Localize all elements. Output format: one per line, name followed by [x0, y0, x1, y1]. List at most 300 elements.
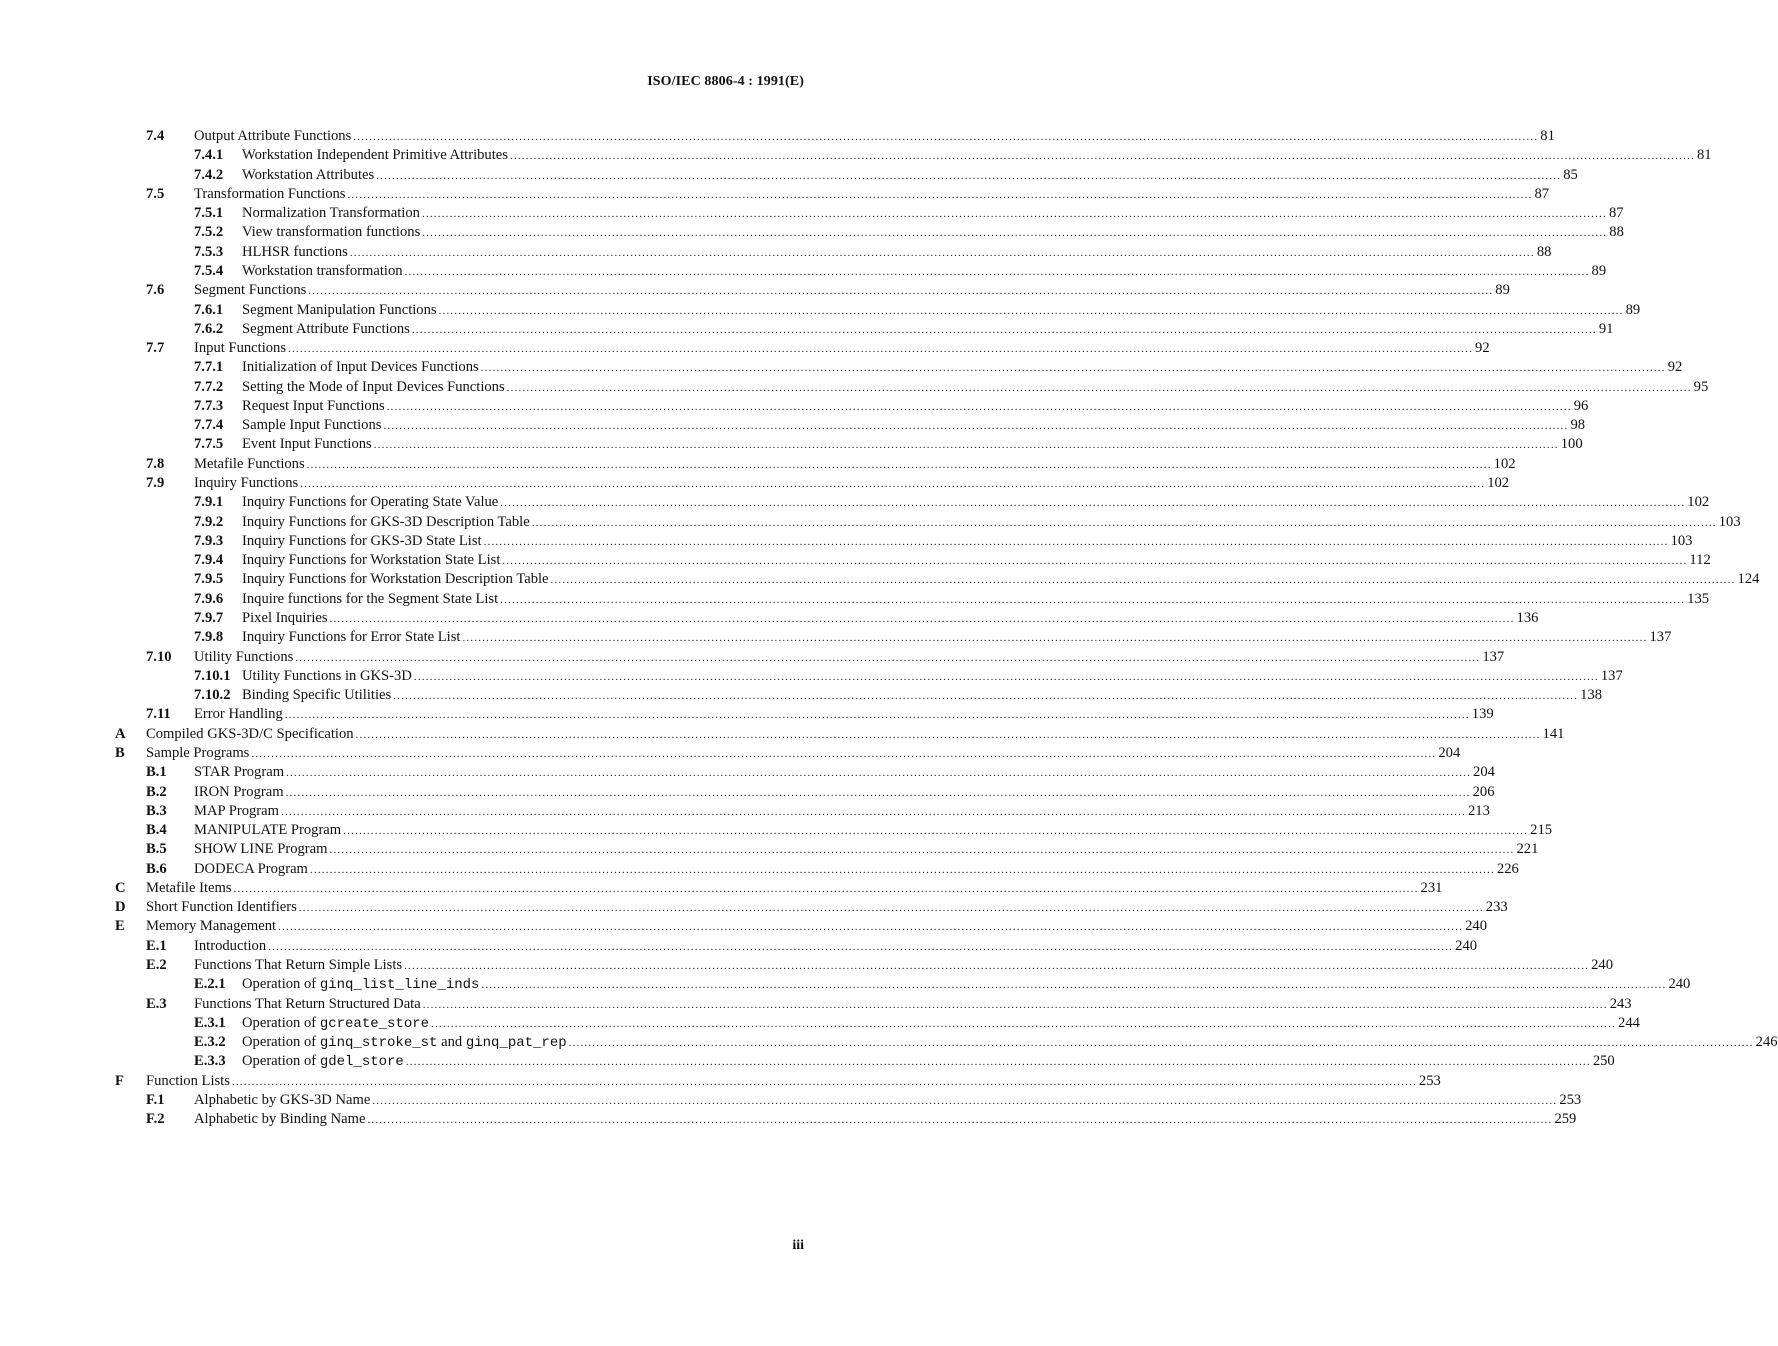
toc-entry-title	[194, 801, 281, 821]
toc-entry-title	[242, 145, 510, 165]
toc-entry[interactable]	[0, 762, 1495, 782]
toc-entry[interactable]	[0, 338, 1490, 358]
toc-entry-title	[242, 1013, 431, 1034]
toc-entry-title	[146, 1071, 232, 1091]
toc-entry-title	[194, 936, 268, 956]
title-text: Event Input Functions	[242, 436, 372, 453]
toc-entry-page: 102	[1687, 494, 1710, 511]
toc-entry[interactable]	[0, 454, 1516, 474]
toc-entry-page: 240	[1455, 937, 1478, 954]
toc-entry-page: 136	[1516, 610, 1539, 626]
dot-leader: ............................................................................................................................................................................................................................................................................................................	[373, 439, 1559, 452]
dot-leader: ............................................................................................................................................................................................................................................................................................................	[231, 1075, 1417, 1088]
toc-entry-page: 137	[1482, 648, 1505, 665]
dot-leader: ............................................................................................................................................................................................................................................................................................................	[386, 400, 1572, 413]
toc-entry-title	[242, 165, 376, 185]
toc-entry-number: 7.6.2	[194, 320, 224, 337]
toc-entry-number: E.3.1	[194, 1014, 226, 1031]
toc-entry-title	[146, 878, 234, 898]
toc-entry-title	[242, 203, 422, 223]
title-text: Functions That Return Structured Data	[194, 995, 421, 1012]
toc-entry-page: 92	[1475, 340, 1490, 357]
toc-entry[interactable]	[0, 916, 1487, 936]
toc-entry-title	[242, 569, 551, 589]
toc-entry[interactable]	[0, 280, 1510, 300]
title-text: HLHSR functions	[242, 243, 348, 260]
toc-entry-page: 206	[1472, 783, 1495, 800]
toc-entry-number: F.2	[146, 1111, 165, 1128]
toc-entry-number: C	[115, 879, 126, 896]
dot-leader: ............................................................................................................................................................................................................................................................................................................	[531, 516, 1717, 529]
toc-entry-number: 7.9.5	[194, 571, 224, 588]
toc-entry-number: 7.10.1	[194, 667, 231, 684]
dot-leader: ............................................................................................................................................................................................................................................................................................................	[383, 420, 1569, 433]
toc-entry[interactable]	[0, 473, 1510, 493]
title-text: Inquiry Functions for Error State List	[242, 629, 461, 646]
dot-leader: ............................................................................................................................................................................................................................................................................................................	[483, 535, 1669, 548]
dot-leader: ............................................................................................................................................................................................................................................................................................................	[506, 381, 1692, 394]
dot-leader: ............................................................................................................................................................................................................................................................................................................	[422, 227, 1608, 240]
toc-entry-page: 240	[1668, 976, 1691, 993]
toc-entry-number: 7.7.1	[194, 359, 224, 376]
toc-entry[interactable]	[0, 550, 1711, 570]
toc-entry-title	[242, 415, 383, 435]
toc-entry-page: 137	[1600, 667, 1623, 684]
toc-entry-title	[242, 319, 412, 339]
toc-entry-number: F.1	[146, 1092, 165, 1108]
dot-leader: ............................................................................................................................................................................................................................................................................................................	[281, 805, 1466, 818]
toc-entry-page: 92	[1667, 359, 1683, 376]
dot-leader: ............................................................................................................................................................................................................................................................................................................	[404, 960, 1590, 973]
toc-entry[interactable]	[0, 531, 1693, 551]
toc-entry-page: 89	[1495, 282, 1510, 299]
dot-leader: ............................................................................................................................................................................................................................................................................................................	[284, 709, 1470, 722]
toc-entry-number: 7.7.5	[194, 436, 224, 453]
code-identifier: ginq_pat_rep	[465, 1035, 567, 1052]
dot-leader: ............................................................................................................................................................................................................................................................................................................	[404, 265, 1590, 278]
toc-entry-number: B.6	[146, 860, 167, 877]
dot-leader: ............................................................................................................................................................................................................................................................................................................	[286, 767, 1472, 780]
toc-entry[interactable]	[0, 512, 1741, 532]
title-text: Introduction	[194, 937, 267, 954]
dot-leader: ............................................................................................................................................................................................................................................................................................................	[349, 246, 1535, 259]
title-text: SHOW LINE Program	[194, 841, 328, 858]
title-text: Transformation Functions	[194, 185, 346, 202]
title-text: Metafile Functions	[194, 455, 305, 472]
toc-entry[interactable]	[0, 1051, 1615, 1071]
dot-leader: ............................................................................................................................................................................................................................................................................................................	[309, 863, 1495, 876]
dot-leader: ............................................................................................................................................................................................................................................................................................................	[308, 285, 1494, 298]
code-identifier: ginq_list_line_inds	[319, 977, 480, 994]
toc-entry-title	[194, 184, 347, 204]
title-text: and	[437, 1034, 466, 1051]
page-number: iii	[792, 1238, 804, 1253]
title-text: Utility Functions	[194, 648, 294, 665]
toc-entry-page: 87	[1534, 185, 1550, 202]
toc-entry[interactable]	[0, 685, 1603, 705]
toc-entry-title	[242, 492, 500, 512]
title-text: Segment Manipulation Functions	[242, 301, 437, 318]
toc-entry-page: 81	[1540, 128, 1555, 144]
toc-entry[interactable]	[0, 839, 1539, 859]
toc-entry[interactable]	[0, 145, 1712, 165]
toc-entry-page: 89	[1625, 301, 1641, 318]
toc-entry-page: 135	[1687, 590, 1710, 607]
toc-entry-number: 7.7.4	[194, 417, 224, 434]
toc-entry-title	[242, 261, 405, 281]
toc-entry-title	[242, 974, 481, 995]
toc-entry[interactable]	[0, 1071, 1441, 1091]
title-text: View transformation functions	[242, 224, 421, 241]
toc-entry[interactable]	[0, 878, 1443, 898]
title-text: Inquiry Functions for GKS-3D State List	[242, 532, 482, 549]
toc-entry[interactable]	[0, 319, 1614, 339]
dot-leader: ............................................................................................................................................................................................................................................................................................................	[438, 304, 1624, 317]
toc-entry-page: 204	[1473, 764, 1495, 781]
toc-entry-page: 204	[1438, 744, 1461, 761]
title-text: Input Functions	[194, 340, 287, 357]
dot-leader: ............................................................................................................................................................................................................................................................................................................	[367, 1114, 1553, 1127]
dot-leader: ............................................................................................................................................................................................................................................................................................................	[306, 458, 1492, 471]
toc-entry[interactable]	[0, 974, 1691, 994]
toc-entry-title	[242, 222, 422, 242]
dot-leader: ............................................................................................................................................................................................................................................................................................................	[251, 747, 1437, 760]
toc-entry-number: 7.5.3	[194, 243, 224, 260]
title-text: IRON Program	[194, 783, 284, 800]
toc-entry-title	[242, 1051, 406, 1072]
toc-entry-number: B.1	[146, 764, 167, 781]
toc-entry[interactable]	[0, 724, 1565, 744]
toc-entry-page: 103	[1718, 513, 1741, 530]
toc-entry-number: E.1	[146, 937, 167, 954]
toc-entry-number: E.3.3	[194, 1053, 226, 1070]
dot-leader: ............................................................................................................................................................................................................................................................................................................	[509, 150, 1695, 163]
toc-entry-number: 7.5.2	[194, 224, 224, 241]
toc-entry-page: 233	[1485, 899, 1508, 916]
toc-entry-title	[242, 434, 374, 454]
toc-entry-number: B.5	[146, 841, 167, 858]
toc-entry-title	[146, 724, 356, 744]
toc-entry-page: 141	[1542, 725, 1565, 742]
dot-leader: ............................................................................................................................................................................................................................................................................................................	[568, 1037, 1754, 1050]
dot-leader: ............................................................................................................................................................................................................................................................................................................	[481, 979, 1667, 992]
toc-entry-title	[194, 839, 330, 859]
toc-entry-page: 102	[1493, 455, 1516, 472]
title-text: Functions That Return Simple Lists	[194, 957, 403, 974]
toc-entry-page: 253	[1559, 1092, 1582, 1108]
toc-entry-number: 7.9.7	[194, 610, 224, 626]
toc-entry-number: 7.5.1	[194, 205, 224, 222]
toc-entry-page: 240	[1591, 957, 1613, 974]
toc-entry-number: 7.9	[146, 475, 165, 492]
toc-entry-title	[194, 126, 353, 146]
dot-leader: ............................................................................................................................................................................................................................................................................................................	[431, 1017, 1617, 1030]
toc-entry-title	[242, 685, 393, 705]
dot-leader: ............................................................................................................................................................................................................................................................................................................	[295, 651, 1481, 664]
toc-entry[interactable]	[0, 897, 1508, 917]
toc-entry-page: 250	[1592, 1053, 1615, 1070]
toc-entry-title	[242, 666, 414, 686]
toc-entry[interactable]	[0, 936, 1478, 956]
toc-entry-title	[194, 820, 343, 840]
title-text: Inquiry Functions for GKS-3D Description Table	[242, 513, 530, 530]
toc-entry-title	[194, 704, 285, 724]
toc-entry-title	[194, 955, 404, 975]
title-text: Alphabetic by Binding Name	[194, 1111, 366, 1128]
toc-entry-title	[242, 242, 350, 262]
toc-entry-number: B	[115, 744, 125, 761]
toc-entry[interactable]	[0, 357, 1683, 377]
title-text: Compiled GKS-3D/C Specification	[146, 725, 354, 742]
toc-entry-title	[194, 1090, 372, 1110]
title-text: Operation of	[242, 1053, 320, 1070]
toc-entry-number: 7.9.8	[194, 629, 224, 646]
toc-entry-page: 95	[1693, 378, 1709, 395]
dot-leader: ............................................................................................................................................................................................................................................................................................................	[411, 323, 1597, 336]
dot-leader: ............................................................................................................................................................................................................................................................................................................	[355, 728, 1541, 741]
toc-entry-title	[194, 994, 423, 1014]
title-text: Binding Specific Utilities	[242, 687, 392, 704]
toc-entry-page: 124	[1737, 571, 1760, 588]
toc-entry-title	[146, 916, 278, 936]
toc-entry-number: E.3	[146, 995, 167, 1012]
toc-entry-page: 253	[1418, 1072, 1441, 1089]
dot-leader: ............................................................................................................................................................................................................................................................................................................	[285, 786, 1471, 799]
title-text: Operation of	[242, 1014, 320, 1031]
toc-entry-number: 7.7.3	[194, 397, 224, 414]
title-text: Setting the Mode of Input Devices Functions	[242, 378, 505, 395]
dot-leader: ............................................................................................................................................................................................................................................................................................................	[480, 362, 1666, 375]
toc-entry-number: 7.9.3	[194, 532, 224, 549]
toc-entry-number: 7.7.2	[194, 378, 224, 395]
toc-entry-page: 243	[1609, 995, 1632, 1012]
toc-entry[interactable]	[0, 165, 1578, 185]
toc-entry-page: 139	[1471, 706, 1494, 723]
toc-entry-page: 112	[1689, 552, 1711, 569]
dot-leader: ............................................................................................................................................................................................................................................................................................................	[393, 690, 1579, 703]
toc-entry-number: E.2	[146, 957, 167, 974]
title-text: Segment Attribute Functions	[242, 320, 410, 337]
dot-leader: ............................................................................................................................................................................................................................................................................................................	[347, 188, 1533, 201]
toc-entry[interactable]	[0, 859, 1519, 879]
toc-entry-number: 7.9.6	[194, 590, 224, 607]
toc-entry-number: 7.5	[146, 185, 165, 202]
toc-entry-number: 7.6.1	[194, 301, 224, 318]
dot-leader: ............................................................................................................................................................................................................................................................................................................	[300, 478, 1486, 491]
toc-entry-title	[194, 647, 295, 667]
toc-entry[interactable]	[0, 242, 1552, 262]
toc-entry[interactable]	[0, 820, 1553, 840]
toc-entry-number: B.2	[146, 783, 167, 800]
toc-entry-page: 87	[1608, 205, 1624, 222]
title-text: Inquiry Functions for Workstation Description Table	[242, 571, 549, 588]
toc-entry[interactable]	[0, 589, 1710, 609]
toc-entry-title	[146, 897, 299, 917]
title-text: Pixel Inquiries	[242, 610, 328, 626]
toc-entry-title	[194, 473, 300, 493]
document-header: ISO/IEC 8806-4 : 1991(E)	[647, 74, 804, 89]
toc-entry-number: 7.10.2	[194, 687, 231, 704]
toc-entry-title	[242, 608, 330, 628]
dot-leader: ............................................................................................................................................................................................................................................................................................................	[353, 131, 1539, 143]
title-text: Inquire functions for the Segment State List	[242, 590, 499, 607]
toc-entry[interactable]	[0, 1109, 1577, 1129]
title-text: Workstation Attributes	[242, 166, 375, 183]
dot-leader: ............................................................................................................................................................................................................................................................................................................	[329, 844, 1515, 857]
title-text: Inquiry Functions	[194, 475, 299, 492]
dot-leader: ............................................................................................................................................................................................................................................................................................................	[405, 1056, 1591, 1069]
toc-entry[interactable]	[0, 396, 1589, 416]
toc-entry[interactable]	[0, 492, 1710, 512]
title-text: Sample Programs	[146, 744, 250, 761]
toc-entry[interactable]	[0, 704, 1494, 724]
toc-entry[interactable]	[0, 415, 1586, 435]
toc-entry-number: 7.9.4	[194, 552, 224, 569]
title-text: Memory Management	[146, 918, 277, 935]
toc-entry[interactable]	[0, 801, 1490, 821]
toc-entry-title	[242, 589, 500, 609]
toc-entry[interactable]	[0, 994, 1632, 1014]
toc-entry-number: 7.9.2	[194, 513, 224, 530]
toc-entry-title	[242, 357, 481, 377]
title-text: Initialization of Input Devices Functions	[242, 359, 479, 376]
toc-entry-page: 81	[1696, 147, 1712, 164]
toc-entry-page: 240	[1465, 918, 1487, 935]
toc-entry-title	[242, 627, 462, 647]
dot-leader: ............................................................................................................................................................................................................................................................................................................	[278, 921, 1464, 934]
toc-entry-page: 137	[1649, 629, 1672, 646]
toc-entry[interactable]	[0, 743, 1461, 763]
toc-entry[interactable]	[0, 184, 1550, 204]
toc-entry-page: 102	[1487, 475, 1510, 492]
toc-entry-title	[242, 550, 502, 570]
toc-entry-number: 7.8	[146, 455, 165, 472]
toc-entry-title	[242, 377, 507, 397]
toc-entry-page: 138	[1580, 687, 1603, 704]
toc-entry-title	[194, 859, 310, 879]
toc-entry-title	[194, 1109, 367, 1129]
dot-leader: ............................................................................................................................................................................................................................................................................................................	[550, 574, 1736, 587]
title-text: Normalization Transformation	[242, 205, 420, 222]
toc-entry[interactable]	[0, 300, 1641, 320]
toc-entry-number: D	[115, 899, 126, 916]
title-text: Inquiry Functions for Workstation State List	[242, 552, 501, 569]
toc-entry[interactable]	[0, 627, 1672, 647]
toc-entry-title	[194, 280, 308, 300]
toc-entry[interactable]	[0, 203, 1624, 223]
toc-entry-number: B.3	[146, 802, 167, 819]
toc-entry[interactable]	[0, 782, 1495, 802]
toc-entry-number: 7.10	[146, 648, 172, 665]
toc-entry[interactable]	[0, 261, 1607, 281]
toc-entry-number: 7.9.1	[194, 494, 224, 511]
title-text: Error Handling	[194, 706, 283, 723]
toc-entry-title	[242, 1032, 569, 1053]
toc-entry-title	[242, 531, 484, 551]
code-identifier: gcreate_store	[319, 1015, 430, 1032]
toc-entry-number: F	[115, 1072, 124, 1089]
toc-entry-title	[242, 512, 532, 532]
dot-leader: ............................................................................................................................................................................................................................................................................................................	[298, 902, 1484, 915]
toc-entry-page: 226	[1496, 860, 1519, 877]
toc-entry[interactable]	[0, 434, 1583, 454]
toc-entry-page: 246	[1755, 1034, 1778, 1051]
title-text: Segment Functions	[194, 282, 307, 299]
toc-entry-number: B.4	[146, 822, 167, 839]
title-text: Workstation transformation	[242, 262, 403, 279]
toc-entry-page: 85	[1563, 166, 1578, 183]
dot-leader: ............................................................................................................................................................................................................................................................................................................	[462, 632, 1648, 645]
dot-leader: ............................................................................................................................................................................................................................................................................................................	[343, 825, 1529, 838]
toc-entry-title	[194, 454, 307, 474]
title-text: MANIPULATE Program	[194, 822, 342, 839]
toc-entry-number: 7.11	[146, 706, 171, 723]
dot-leader: ............................................................................................................................................................................................................................................................................................................	[233, 882, 1419, 895]
toc-entry-title	[194, 762, 286, 782]
dot-leader: ............................................................................................................................................................................................................................................................................................................	[413, 670, 1599, 683]
toc-entry[interactable]	[0, 608, 1539, 628]
toc-entry-page: 88	[1536, 243, 1552, 260]
toc-entry[interactable]	[0, 955, 1613, 975]
toc-entry-page: 88	[1609, 224, 1624, 241]
toc-entry-title	[242, 300, 439, 320]
dot-leader: ............................................................................................................................................................................................................................................................................................................	[268, 940, 1454, 953]
toc-entry[interactable]	[0, 126, 1555, 146]
toc-entry-page: 215	[1530, 822, 1553, 839]
toc-entry-number: E	[115, 918, 125, 935]
toc-entry-page: 244	[1618, 1014, 1640, 1031]
toc-entry-page: 98	[1570, 417, 1586, 434]
title-text: Alphabetic by GKS-3D Name	[194, 1092, 371, 1108]
title-text: Operation of	[242, 976, 320, 993]
title-text: STAR Program	[194, 764, 285, 781]
dot-leader: ............................................................................................................................................................................................................................................................................................................	[329, 613, 1515, 625]
title-text: Operation of	[242, 1034, 320, 1051]
title-text: Function Lists	[146, 1072, 230, 1089]
dot-leader: ............................................................................................................................................................................................................................................................................................................	[376, 169, 1562, 182]
code-identifier: gdel_store	[319, 1054, 404, 1071]
toc-entry[interactable]	[0, 569, 1760, 589]
dot-leader: ............................................................................................................................................................................................................................................................................................................	[500, 497, 1686, 510]
toc-entry-page: 96	[1573, 397, 1589, 414]
toc-entry[interactable]	[0, 377, 1709, 397]
toc-entry[interactable]	[0, 666, 1623, 686]
toc-entry-page: 91	[1598, 320, 1614, 337]
title-text: Short Function Identifiers	[146, 899, 297, 916]
toc-entry-page: 89	[1591, 262, 1607, 279]
title-text: Metafile Items	[146, 879, 232, 896]
toc-entry-page: 103	[1670, 532, 1693, 549]
toc-entry-number: 7.4	[146, 128, 165, 144]
toc-entry-page: 231	[1420, 879, 1443, 896]
title-text: Request Input Functions	[242, 397, 385, 414]
toc-entry-title	[194, 338, 288, 358]
toc-entry[interactable]	[0, 1032, 1778, 1052]
toc-entry-number: 7.4.1	[194, 147, 224, 164]
toc-entry-page: 100	[1560, 436, 1583, 453]
title-text: Output Attribute Functions	[194, 128, 352, 144]
code-identifier: ginq_stroke_st	[319, 1035, 438, 1052]
title-text: Utility Functions in GKS-3D	[242, 667, 412, 684]
toc-entry-page: 213	[1468, 802, 1490, 819]
toc-entry[interactable]	[0, 647, 1505, 667]
dot-leader: ............................................................................................................................................................................................................................................................................................................	[502, 555, 1688, 568]
toc-entry[interactable]	[0, 222, 1624, 242]
toc-entry-number: A	[115, 725, 126, 742]
toc-entry[interactable]	[0, 1013, 1640, 1033]
title-text: MAP Program	[194, 802, 279, 819]
toc-entry[interactable]	[0, 1090, 1582, 1110]
